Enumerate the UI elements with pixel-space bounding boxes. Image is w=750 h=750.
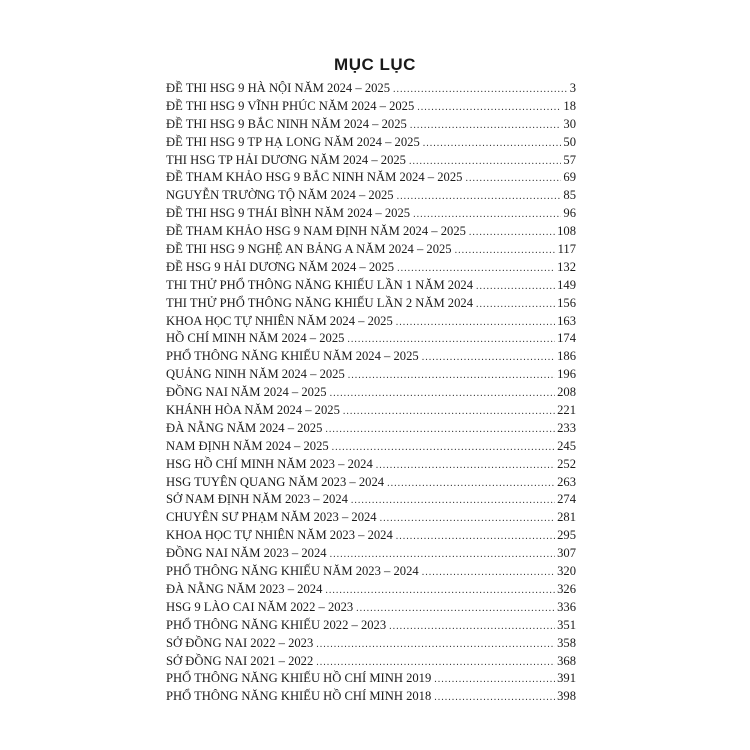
toc-entry <box>166 527 576 545</box>
toc-entry-title: ĐỀ THI HSG 9 VĨNH PHÚC NĂM 2024 – 2025 <box>166 98 415 113</box>
toc-entry-page-number: 281 <box>557 510 576 525</box>
toc-entry-title: KHOA HỌC TỰ NHIÊN NĂM 2024 – 2025 <box>166 313 393 328</box>
toc-entry <box>166 259 576 277</box>
dot-leader <box>348 367 555 385</box>
toc-entry <box>166 98 576 116</box>
toc-entry-title: QUẢNG NINH NĂM 2024 – 2025 <box>166 367 345 382</box>
dot-leader <box>330 385 556 403</box>
toc-entry-page-number: 186 <box>557 349 576 364</box>
toc-entry <box>166 599 576 617</box>
toc-entry <box>166 617 576 635</box>
toc-entry <box>166 169 576 187</box>
toc-entry-title: PHỔ THÔNG NĂNG KHIẾU HỒ CHÍ MINH 2018 <box>166 689 432 704</box>
page-title: MỤC LỤC <box>334 55 416 74</box>
toc-entry-title: ĐỀ THI HSG 9 THÁI BÌNH NĂM 2024 – 2025 <box>166 206 411 221</box>
toc-entry-page-number: 132 <box>557 259 576 274</box>
toc-entry <box>166 474 576 492</box>
toc-entry-title: ĐỀ THI HSG 9 BẮC NINH NĂM 2024 – 2025 <box>166 116 407 131</box>
toc-entry-page-number: 320 <box>557 564 576 579</box>
toc-entry-title: HSG HỒ CHÍ MINH NĂM 2023 – 2024 <box>166 456 373 471</box>
toc-entry-title: ĐỀ THI HSG 9 HÀ NỘI NĂM 2024 – 2025 <box>166 81 391 95</box>
toc-entry-page-number: 85 <box>563 188 576 203</box>
toc-entry-page-number: 117 <box>557 242 576 257</box>
toc-entry-page-number: 295 <box>557 528 576 543</box>
toc-entry-title: PHỔ THÔNG NĂNG KHIẾU 2022 – 2023 <box>166 617 387 632</box>
dot-leader <box>465 170 561 188</box>
toc-entry-page-number: 263 <box>557 474 576 489</box>
toc-entry <box>166 491 576 509</box>
table-of-contents <box>166 80 576 706</box>
toc-entry-title: ĐỒNG NAI NĂM 2023 – 2024 <box>166 546 327 561</box>
toc-entry-page-number: 30 <box>563 116 576 131</box>
toc-entry-page-number: 358 <box>557 635 576 650</box>
toc-entry-title: THI HSG TP HẢI DƯƠNG NĂM 2024 – 2025 <box>166 152 406 167</box>
toc-entry-title: NAM ĐỊNH NĂM 2024 – 2025 <box>166 438 329 453</box>
toc-entry <box>166 456 576 474</box>
toc-entry-title: ĐÀ NẴNG NĂM 2023 – 2024 <box>166 581 323 596</box>
dot-leader <box>332 439 555 457</box>
toc-entry-title: SỞ ĐỒNG NAI 2022 – 2023 <box>166 635 314 650</box>
toc-entry-page-number: 368 <box>557 653 576 668</box>
dot-leader <box>325 582 555 600</box>
toc-entry-title: NGUYỄN TRƯỜNG TỘ NĂM 2024 – 2025 <box>166 188 394 203</box>
dot-leader <box>325 421 555 439</box>
toc-entry-title: HSG 9 LÀO CAI NĂM 2022 – 2023 <box>166 599 354 614</box>
toc-entry-page-number: 50 <box>563 134 576 149</box>
toc-entry-page-number: 208 <box>557 385 576 400</box>
toc-entry <box>166 366 576 384</box>
toc-entry <box>166 348 576 366</box>
toc-entry-title: PHỔ THÔNG NĂNG KHIẾU NĂM 2023 – 2024 <box>166 564 419 579</box>
toc-entry-page-number: 96 <box>563 206 576 221</box>
toc-entry-title: ĐỒNG NAI NĂM 2024 – 2025 <box>166 385 327 400</box>
dot-leader <box>455 242 556 260</box>
toc-entry <box>166 205 576 223</box>
toc-entry-page-number: 174 <box>557 331 576 346</box>
toc-entry-title: THI THỬ PHỔ THÔNG NĂNG KHIẾU LẦN 1 NĂM 2024 <box>166 277 473 292</box>
toc-entry-page-number: 149 <box>557 277 576 292</box>
toc-entry <box>166 241 576 259</box>
dot-leader <box>423 135 562 153</box>
dot-leader <box>343 403 555 421</box>
toc-entry <box>166 581 576 599</box>
toc-entry-page-number: 351 <box>557 617 576 632</box>
toc-entry-title: HỒ CHÍ MINH NĂM 2024 – 2025 <box>166 331 345 346</box>
dot-leader <box>356 600 555 618</box>
toc-entry <box>166 688 576 706</box>
toc-entry-title: PHỔ THÔNG NĂNG KHIẾU HỒ CHÍ MINH 2019 <box>166 671 432 686</box>
dot-leader <box>476 278 555 296</box>
toc-entry-page-number: 336 <box>557 599 576 614</box>
toc-entry <box>166 635 576 653</box>
toc-entry-title: KHOA HỌC TỰ NHIÊN NĂM 2023 – 2024 <box>166 528 393 543</box>
toc-entry-page-number: 326 <box>557 581 576 596</box>
toc-entry <box>166 187 576 205</box>
toc-entry-page-number: 163 <box>557 313 576 328</box>
dot-leader <box>376 457 555 475</box>
dot-leader <box>422 349 555 367</box>
toc-entry <box>166 277 576 295</box>
toc-entry-page-number: 245 <box>557 438 576 453</box>
toc-entry <box>166 545 576 563</box>
toc-entry <box>166 223 576 241</box>
toc-entry <box>166 384 576 402</box>
dot-leader <box>422 564 555 582</box>
toc-entry <box>166 330 576 348</box>
toc-entry <box>166 295 576 313</box>
toc-entry <box>166 563 576 581</box>
toc-entry-page-number: 307 <box>557 546 576 561</box>
toc-entry-title: ĐỀ THAM KHẢO HSG 9 BẮC NINH NĂM 2024 – 2025 <box>166 170 463 185</box>
toc-entry <box>166 152 576 170</box>
toc-entry <box>166 438 576 456</box>
toc-entry-title: KHÁNH HÒA NĂM 2024 – 2025 <box>166 403 340 418</box>
dot-leader <box>476 296 555 314</box>
toc-entry-title: ĐỀ THAM KHẢO HSG 9 NAM ĐỊNH NĂM 2024 – 2025 <box>166 224 466 239</box>
dot-leader <box>469 224 555 242</box>
dot-leader <box>316 654 555 672</box>
toc-entry-page-number: 156 <box>557 295 576 310</box>
dot-leader <box>417 99 561 117</box>
dot-leader <box>410 117 562 135</box>
toc-entry-page-number: 252 <box>557 456 576 471</box>
toc-entry-page-number: 69 <box>563 170 576 185</box>
dot-leader <box>351 492 555 510</box>
toc-entry-page-number: 108 <box>557 224 576 239</box>
toc-entry-title: SỞ NAM ĐỊNH NĂM 2023 – 2024 <box>166 492 348 507</box>
toc-entry <box>166 116 576 134</box>
dot-leader <box>396 314 555 332</box>
toc-entry-title: ĐỀ HSG 9 HẢI DƯƠNG NĂM 2024 – 2025 <box>166 259 395 274</box>
toc-entry <box>166 313 576 331</box>
toc-entry <box>166 509 576 527</box>
dot-leader <box>389 618 555 636</box>
toc-entry <box>166 402 576 420</box>
toc-entry <box>166 420 576 438</box>
toc-entry-page-number: 57 <box>563 152 576 167</box>
dot-leader <box>380 510 556 528</box>
dot-leader <box>347 331 555 349</box>
dot-leader <box>434 671 555 689</box>
dot-leader <box>387 475 555 493</box>
toc-entry-title: PHỔ THÔNG NĂNG KHIẾU NĂM 2024 – 2025 <box>166 349 419 364</box>
toc-entry-title: HSG TUYÊN QUANG NĂM 2023 – 2024 <box>166 474 385 489</box>
toc-entry-title: THI THỬ PHỔ THÔNG NĂNG KHIẾU LẦN 2 NĂM 2024 <box>166 295 473 310</box>
toc-entry-page-number: 18 <box>563 98 576 113</box>
dot-leader <box>434 689 555 707</box>
dot-leader <box>330 546 556 564</box>
toc-entry-page-number: 274 <box>557 492 576 507</box>
toc-entry-page-number: 391 <box>557 671 576 686</box>
toc-entry <box>166 134 576 152</box>
dot-leader <box>396 528 555 546</box>
dot-leader <box>397 188 562 206</box>
toc-entry-title: ĐỀ THI HSG 9 NGHỆ AN BẢNG A NĂM 2024 – 2025 <box>166 242 452 257</box>
dot-leader <box>409 153 561 171</box>
toc-entry-page-number: 196 <box>557 367 576 382</box>
toc-entry <box>166 653 576 671</box>
dot-leader <box>393 81 568 99</box>
toc-entry-title: SỞ ĐỒNG NAI 2021 – 2022 <box>166 653 314 668</box>
toc-entry-title: CHUYÊN SƯ PHẠM NĂM 2023 – 2024 <box>166 510 377 525</box>
dot-leader <box>316 636 555 654</box>
toc-entry <box>166 80 576 98</box>
toc-entry-title: ĐỀ THI HSG 9 TP HẠ LONG NĂM 2024 – 2025 <box>166 134 420 149</box>
toc-entry-page-number: 398 <box>557 689 576 704</box>
toc-entry-page-number: 3 <box>569 81 576 95</box>
dot-leader <box>413 206 561 224</box>
toc-entry-page-number: 233 <box>557 420 576 435</box>
toc-entry-page-number: 221 <box>557 403 576 418</box>
toc-entry <box>166 670 576 688</box>
dot-leader <box>397 260 555 278</box>
toc-entry-title: ĐÀ NẴNG NĂM 2024 – 2025 <box>166 420 323 435</box>
